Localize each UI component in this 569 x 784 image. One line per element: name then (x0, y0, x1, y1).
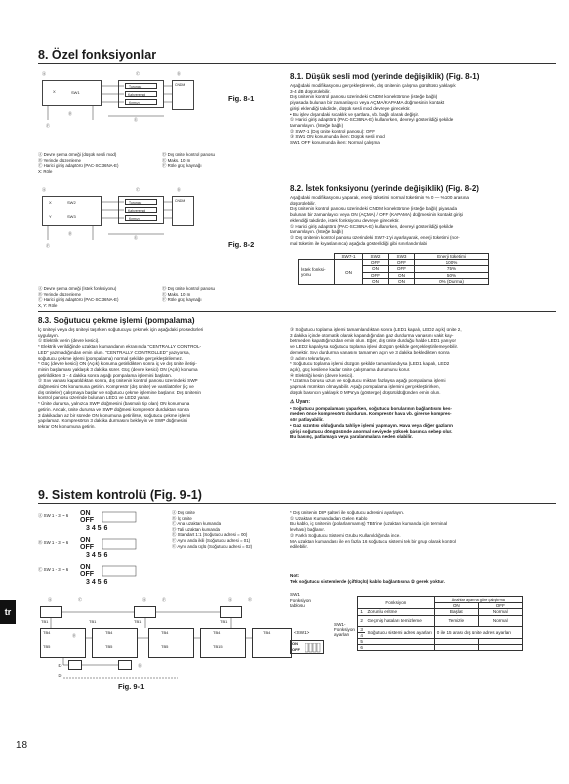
on-label: ON (80, 537, 91, 544)
fig-8-1-label: Fig. 8-1 (228, 94, 255, 103)
text-line: dış üniteler) çalışmaya başlar ve soğutucu çekme işlemine başlanır. Dış ünitenin (38, 389, 201, 395)
legend-item: Ⓐ Devre şema örneği (İstek fonksiyonu) (38, 286, 117, 291)
figure-8-1 (38, 70, 278, 150)
warning-title: ⚠ Uyarı: (290, 399, 311, 405)
legend-item: Ⓔ Maks. 10 m (162, 157, 191, 163)
off-label: OFF (80, 544, 94, 551)
table-cell: 100% (415, 260, 489, 266)
table-header-cell: Enerji tüketimi (415, 254, 489, 260)
tb1-label: TB1 (220, 619, 228, 624)
text-line: edilebilir. (290, 544, 308, 550)
figure-9-1-wires (38, 598, 298, 694)
text-line: tablosu (290, 603, 305, 609)
marker-d: Ⓓ (138, 663, 142, 668)
dip-label-a (38, 513, 68, 519)
table-row (332, 645, 522, 651)
text-line: ② Dış ünitenin kontrol panosu üzerindeki SW7-1'yi ayarlayarak, enerji tüketimi (nor- (290, 234, 460, 240)
legend-item: Ⓐ Dış ünite (172, 510, 195, 515)
dip-label-b (38, 540, 68, 546)
tb4-label: TB4 (43, 630, 51, 635)
language-tab: tr (0, 600, 16, 624)
text-line: ② Farklı Soğutucu Sistemi Grubu Kullanıldığında ince. (290, 532, 401, 538)
marker-f1: Ⓕ (162, 597, 166, 602)
table-cell: Geçmiş hataları temizleme (365, 615, 434, 626)
marker-a: Ⓐ (42, 187, 46, 192)
legend-item: Ⓑ Yerinde düzenleme (38, 291, 81, 297)
figure-8-2-wires (38, 186, 278, 266)
table-cell: 1 (357, 609, 365, 615)
marker-d: Ⓓ (177, 187, 181, 192)
sw1-table-caption (290, 592, 311, 609)
table-row-label: İstek fonksi-yonu (299, 260, 335, 285)
wire-red: Kırmızı (129, 100, 140, 105)
text-line: kontrol panosu üzerinde bulunan LED1 ve LED2 yanar. (38, 395, 151, 401)
s82-body (290, 195, 558, 246)
legend-item: Ⓕ Röle güç kaynağı (162, 163, 202, 169)
sw1-dip-graphic (290, 640, 324, 654)
marker-e: Ⓔ (134, 235, 138, 240)
text-line: demektir. Sıvı durdurma vanasını tamamen açın ve 3 dakika bekledikten sonra (290, 349, 450, 355)
warning-line: Bu basınç, patlamaya veya yaralanmalara neden olabilir. (290, 434, 413, 440)
marker-a1: Ⓐ (48, 597, 52, 602)
table-cell: OFF (389, 266, 415, 272)
sw-label: SW 1 - 3 ~ 6 (43, 540, 69, 545)
legend-item: Ⓑ İç ünite (172, 515, 192, 521)
table-cell: OFF (363, 260, 389, 266)
table-cell: Zorunlu eritme (365, 609, 434, 615)
dip-label-c (38, 567, 68, 573)
marker-f: Ⓕ (46, 123, 50, 128)
wire-1-marker: ① (58, 663, 62, 668)
marker: Ⓑ (38, 540, 43, 545)
tb5-label: TB5 (43, 644, 51, 649)
text-line: SW1 (290, 592, 300, 597)
table-cell: 75% (415, 266, 489, 272)
figure-8-1-wires (38, 70, 278, 150)
text-line: yapmak mümkün olmayabilir. Aşağı pompalama işlemini gerçekleştirirken, (290, 384, 440, 390)
legend-item: Ⓓ Dış ünite kontrol panosu (162, 286, 215, 291)
wire-2-marker: ② (58, 673, 62, 678)
relay-x-label: X (49, 200, 52, 205)
text-line: ③ SW1 ON konumunda iken: Düşük sesli mod (290, 134, 385, 140)
switch-numbers: 3 4 5 6 (86, 525, 108, 532)
text-line: * Uzatma borusu uzun ve soğutucu miktarı fazlaysa aşağı pompalama işlemi (290, 378, 446, 384)
s81-title: 8.1. Düşük sesli mod (yerinde değişiklik) (Fig. 8-1) (290, 72, 480, 81)
text-line: eklendiği takdirde, istek fonksiyonu devreye girecektir. (290, 217, 400, 223)
legend-item: Ⓔ Standart 1:1 (Soğutucu adresi = 00) (172, 532, 248, 538)
tb4-label: TB4 (263, 630, 271, 635)
table-cell: 2 (357, 615, 365, 626)
warning-line: sör patlayabilir. (290, 417, 324, 423)
legend-item: Ⓒ Harici giriş adaptörü (PAC-SC36NA-E) (38, 163, 119, 169)
dip-switch-graphics (102, 510, 142, 594)
tb15-label: TB15 (213, 644, 223, 649)
wire-orange: Turuncu (129, 200, 142, 205)
sw1-off-label: OFF (292, 647, 300, 652)
text-line: yapılamaz. Kompresörün 3 dakika durmasını bekleyin ve SWP düğmesini (38, 418, 188, 424)
sw1-on-label: ON (292, 641, 298, 646)
text-line: düşürülebilir. (290, 200, 316, 206)
table-cell: Soğutucu sistemi adres ayarları (365, 626, 434, 638)
text-line: uygulayın. (38, 332, 59, 338)
text-line: soğutucu çekme işlemi (pompalama) normal şekilde gerçekleştirilemez. (38, 355, 184, 361)
table-cell: 3 (357, 626, 365, 632)
table-cell: ON (363, 278, 389, 284)
text-line: Dış ünitenin kontrol panosu üzerindeki CNDM konektörüne (isteğe bağlı) piyasada (290, 206, 457, 212)
table-cell: 5 (357, 638, 365, 644)
text-line: betmeden kapattığınızdan emin olun. Eğer, dış ünite durduğu halde LED1 yanıyor (290, 338, 456, 344)
text-line: * Soğutucu toplama işlemi düzgün şekilde tamamlandıysa (LED1 kapalı, LED2 (290, 361, 450, 367)
text-line: ① Harici giriş adaptörü (PAC-SC36NA-E) kullanırken, devreyi gösterildiği şekilde (290, 117, 454, 123)
table-cell: Normal (478, 615, 522, 626)
marker-e: Ⓔ (134, 117, 138, 122)
text-line: mal tüketim ile kıyaslanınca) aşağıda gösterildiği gibi sınırlandırılabi (290, 240, 428, 246)
tb1-label: TB1 (89, 619, 97, 624)
text-line: ② Sıvı vanası kapatıldıktan sonra, dış ünitenin kontrol panosu üzerindeki SWP (38, 378, 198, 384)
marker: Ⓐ (38, 513, 43, 518)
text-line: Fonksiyon (290, 597, 311, 603)
text-line: Bu kablo, iç ünitenin (polarlanmamış) TB5'ine (uzaktan kumanda için terminal (290, 521, 448, 527)
text-line: 3 dakikadan az bir sürede ON konumuna getirilirse, soğutucu çekme işlemi (38, 412, 191, 418)
warning-line: • Soğutucu pompalaması yaparken, soğutucu borularının bağlantısını kes- (290, 405, 452, 411)
sw1-label: SW1 (71, 90, 80, 95)
text-line: SW1 OFF konumunda iken: Normal çalışma (290, 140, 380, 146)
text-line: ve LED2 kapalıysa soğutucu toplama işlevi düzgün şekilde gerçekleştirilemeyebilir. (290, 344, 459, 350)
text-line: minin başlaması yaklaşık 3 dakika sürer. Güç (devre kesici) ON (Açık) konuma (38, 366, 198, 372)
marker-b: Ⓑ (68, 111, 72, 116)
figure-9-1 (38, 598, 298, 694)
text-line: tamamlayın. (İsteğe bağlı) (290, 229, 344, 235)
tb1-label: TB1 (134, 619, 142, 624)
table-cell: Temizle (434, 615, 478, 626)
note-title: Not: (290, 573, 300, 578)
legend-8-2-right (162, 286, 215, 303)
text-line: ② SW7-1 (Dış ünite kontrol panosu): OFF (290, 128, 376, 134)
tb4-label: TB4 (161, 630, 169, 635)
marker-c1: Ⓒ (78, 597, 82, 602)
table-cell: Normal (478, 609, 522, 615)
legend-item: Ⓑ Yerinde düzenleme (38, 157, 81, 163)
table-header-cell: SW3 (389, 254, 415, 260)
divider (38, 311, 556, 312)
text-line: İç üniteyi veya dış üniteyi taşırken soğutucuyu çekmek için aşağıdaki prosedürleri (38, 327, 204, 332)
s83-left (38, 327, 288, 430)
text-line: Aşağıdaki modifikasyonu gerçekleştirerek, dış ünitenin çalışma gürültüsü yaklaşık (290, 83, 456, 88)
off-label: OFF (80, 517, 94, 524)
text-line: tekrar ON konumuna getirin. (38, 423, 96, 429)
s9-right-text (290, 510, 558, 550)
dip-switch-settings (38, 510, 158, 594)
fig-9-1-label: Fig. 9-1 (118, 682, 145, 691)
text-line: girişi eklendiği takdirde, düşük sesli mod devreye girecektir. (290, 105, 411, 111)
tb4-label: TB4 (213, 630, 221, 635)
text-line: getirin. Ancak, ünite durursa ve SWP düğmesi kompresör durduktan sonra (38, 406, 189, 412)
legend-item: Ⓐ Devre şema örneği (düşük sesli mod) (38, 152, 117, 157)
section-title-9: 9. Sistem kontrolü (Fig. 9-1) (38, 488, 202, 502)
demand-function-table (298, 253, 489, 285)
note-text: Tek soğutucu sistemlerde (çift/üçlü) kablo bağlantısına ② gerek yoktur. (290, 578, 445, 584)
text-line: 3 dakika içinde otomatik olarak kapandığından gaz durdurma vanasını vakit kay- (290, 332, 454, 338)
text-line: ① Elektrik verin (devre kesici). (38, 338, 100, 344)
text-line: ① Uzaktan Kumandadan Gelen Kablo (290, 515, 368, 521)
relay-y-label: Y (49, 214, 52, 219)
on-label: ON (80, 510, 91, 517)
marker-g1: Ⓖ (248, 597, 252, 602)
legend-item: Ⓕ Aynı anda ikili (Soğutucu adresi = 01) (172, 537, 251, 543)
relay-x-label: X (53, 89, 56, 94)
table-cell: 4 (357, 632, 365, 638)
table-cell: ON (389, 278, 415, 284)
sw1-function-table (332, 596, 523, 651)
sw-label: SW 1 - 3 ~ 6 (43, 567, 69, 572)
table-header-cell: Anahtar ayarına göre çalıştırma (434, 597, 522, 603)
tb5-label: TB5 (105, 644, 113, 649)
fig-8-2-label: Fig. 8-2 (228, 240, 255, 249)
sw1-ref: <SW1> (294, 630, 310, 635)
warning-line: meden önce kompresörü durdurun. Kompresör hava vb. girerse kompres- (290, 411, 452, 417)
sw-label: SW 1 - 3 ~ 6 (43, 513, 69, 518)
legend-9-1 (172, 510, 252, 549)
table-header-cell: SW7-1 (335, 254, 363, 260)
text-line: bulunan bir zamanlayıcı veya ON (AÇMA) / OFF (KAPAMA) düğmesinin kontakt girişi (290, 212, 464, 218)
s83-title: 8.3. Soğutucu çekme işlemi (pompalama) (38, 316, 195, 325)
table-cell: ON (335, 260, 363, 285)
text-line: • Bu işlev dışarıdaki sıcaklık ve şartlara, vb. bağlı olarak değişir. (290, 111, 420, 117)
section-rule-9 (38, 503, 556, 504)
text-line: levhası) bağlanır. (290, 527, 325, 533)
text-line: * Güç (devre kesici) ON (Açık) konuma getirildikten sonra iç ve dış ünite iletişi- (38, 361, 197, 367)
legend-item: Ⓓ Dış ünite kontrol panosu (162, 152, 215, 157)
table-row (332, 626, 522, 632)
legend-item: X, Y: Röle (38, 302, 58, 308)
legend-item: Ⓖ Aynı anda üçlü (Soğutucu adresi = 02) (172, 543, 253, 549)
tb4-label: TB4 (105, 630, 113, 635)
on-label: ON (80, 564, 91, 571)
wire-brown: Kahverengi (128, 208, 146, 213)
legend-item: X: Röle (38, 168, 53, 174)
text-line: Dış ünitenin kontrol panosu üzerindeki CNDM konektörüne (isteğe bağlı) (290, 94, 438, 100)
text-line: LED" yazmadığından emin olun. "CENTRALLY CONTROLLED" yazıyorsa, (38, 349, 190, 355)
table-header-cell: Fonksiyon (357, 597, 434, 609)
text-line: ③ Soğutucu toplama işlemi tamamlandıktan sonra (LED1 kapalı, LED2 açık) ünite 2, (290, 327, 462, 332)
table-cell: OFF (363, 272, 389, 278)
wire-orange: Turuncu (129, 84, 142, 89)
text-line: * Dış ünitenin DIP şalteri ile soğutucu adresini ayarlayın. (290, 510, 405, 515)
section-title-8: 8. Özel fonksiyonlar (38, 48, 157, 62)
table-cell: 6 (357, 645, 365, 651)
marker-c: Ⓒ (136, 187, 140, 192)
marker-a3: Ⓐ (228, 597, 232, 602)
legend-item: Ⓒ Harici giriş adaptörü (PAC-SC36NA-E) (38, 297, 119, 303)
warning-line: • Gaz sızıntısı olduğunda tahliye işlemi yapmayın. Hava veya diğer gazların (290, 422, 453, 428)
legend-8-1-right (162, 152, 215, 169)
text-line: Aşağıdaki modifikasyonu yaparak, enerji tüketimi normal tüketimin % 0 — %100 arasına (290, 195, 469, 200)
text-line: ② adımı tekrarlayın. (290, 355, 331, 361)
sw1-switches (305, 643, 323, 653)
marker-a2: Ⓐ (142, 597, 146, 602)
tb1-label: TB1 (41, 619, 49, 624)
legend-item: Ⓒ Ana uzaktan kumanda (172, 521, 222, 527)
figure-8-2 (38, 186, 278, 266)
warning-line: girişi soğutucu döngüsünde anormal seviyede yüksek basınca sebep olur. (290, 428, 453, 434)
sw2-label: SW2 (67, 200, 76, 205)
table-header-cell: SW2 (363, 254, 389, 260)
table-cell: ON (389, 272, 415, 278)
legend-8-1-left (38, 152, 118, 174)
text-line: * Elektrik verildiğinde uzaktan kumandanın ekranında "CENTRALLY CONTROL- (38, 344, 202, 350)
marker-f: Ⓕ (46, 243, 50, 248)
text-line: düğmesini ON konumuna getirin. Kompresör (dış ünite) ve vantilatörler (iç ve (38, 384, 194, 390)
text-line: tamamlayın. (İsteğe bağlı) (290, 122, 344, 128)
table-cell: 0 ile 15 arası dış ünite adres ayarları (434, 626, 522, 638)
text-line: ④ Elektriği kesin (devre kesici). (290, 372, 354, 378)
text-line: MA uzaktan kumandası ile en fazla 16 soğutucu sistemi tek bir grup olarak kontrol (290, 538, 456, 544)
legend-item: Ⓓ Tali uzaktan kumanda (172, 526, 220, 532)
marker-b: Ⓑ (72, 633, 76, 638)
marker-d: Ⓓ (177, 71, 181, 76)
legend-item: Ⓕ Röle güç kaynağı (162, 297, 202, 303)
table-cell: ON (363, 266, 389, 272)
marker-b: Ⓑ (68, 231, 72, 236)
switch-numbers: 3 4 5 6 (86, 552, 108, 559)
page-number: 18 (16, 740, 28, 751)
cndm-label: CNDM (175, 199, 186, 203)
text-line: piyasada bulunan bir zamanlayıcı veya AÇMA/KAPAMA düğmesinin kontakt (290, 100, 445, 106)
s82-title: 8.2. İstek fonksiyonu (yerinde değişiklik) (Fig. 8-2) (290, 184, 479, 193)
marker-a: Ⓐ (42, 71, 46, 76)
text-line: ① Harici giriş adaptörü (PAC-SC36NA-E) kullanırken, devreyi gösterildiği şekilde (290, 223, 454, 229)
sw3-label: SW3 (67, 214, 76, 219)
marker-c: Ⓒ (136, 71, 140, 76)
table-group-label: SW1-Fonksiyon ayarları (334, 622, 355, 638)
table-header-cell: OFF (478, 603, 522, 609)
s83-right (290, 327, 558, 395)
text-line: açık), güç kesilene kadar ünite çalışmama durumunu korur. (290, 366, 411, 372)
text-line: 3-4 dB düşürülebilir. (290, 88, 331, 94)
marker: Ⓒ (38, 567, 43, 572)
cndm-label: CNDM (175, 83, 186, 87)
off-label: OFF (80, 571, 94, 578)
section-rule-8 (38, 63, 556, 64)
table-row (332, 615, 522, 626)
legend-item: Ⓔ Maks. 10 m (162, 291, 191, 297)
s81-body (290, 83, 558, 146)
table-cell: OFF (389, 260, 415, 266)
table-cell: Başlat (434, 609, 478, 615)
text-line: düşük basıncın yaklaşık 0 MPa'ya (gösterge) düşürüldüğünden emin olun. (290, 389, 441, 395)
switch-numbers: 3 4 5 6 (86, 579, 108, 586)
wire-red: Kırmızı (129, 216, 140, 221)
wire-brown: Kahverengi (128, 92, 146, 97)
table-cell: 0% (Durma) (415, 278, 489, 284)
table-header-cell: ON (434, 603, 478, 609)
legend-8-2-left (38, 286, 118, 308)
text-line: * Ünite durursa, yalnızca SWP düğmesini (basmalı tip olan) ON konumuna (38, 401, 190, 407)
text-line: getirildikten 3 - 4 dakika sonra aşağı pompalama işlemini başlatın. (38, 372, 173, 378)
s9-note (290, 573, 558, 584)
warning-block (290, 400, 558, 440)
tb5-label: TB5 (161, 644, 169, 649)
table-cell: 50% (415, 272, 489, 278)
